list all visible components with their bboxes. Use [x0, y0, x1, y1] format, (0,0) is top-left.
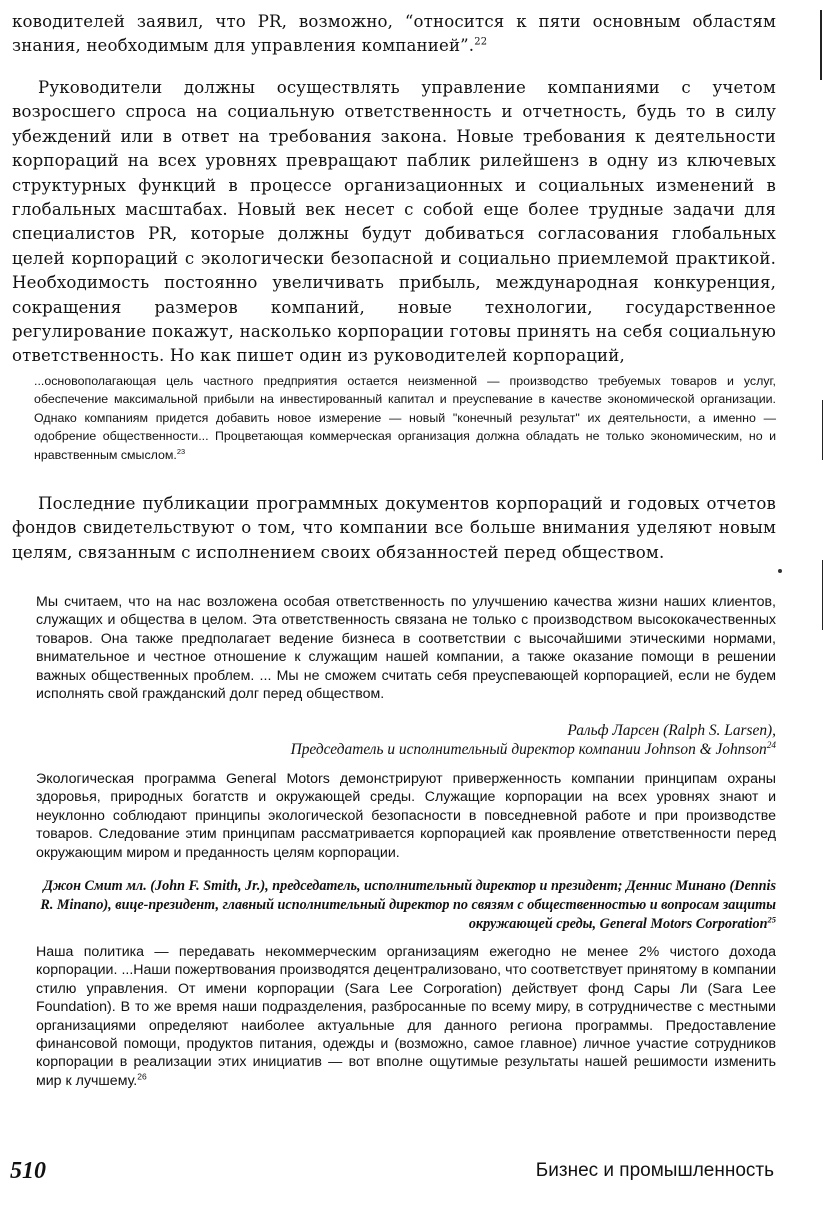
- attribution-3-text: Джон Смит мл. (John F. Smith, Jr.), председатель, исполнительный директор и президент; Деннис Минано (Dennis R. Minano), вице-президент, главный исполнительный директор по связям с общественностью и вопросам защиты окружающей среды, General Motors Corporation: [40, 878, 776, 933]
- quote-1: [34, 372, 776, 464]
- scan-edge-mark: [822, 400, 823, 460]
- scan-edge-mark: [822, 560, 823, 630]
- quote-4: [36, 943, 776, 1090]
- attribution-2-name: Ральф Ларсен (Ralph S. Larsen),: [567, 722, 776, 739]
- footnote-ref: 24: [766, 739, 776, 750]
- attribution-2-title-text: Председатель и исполнительный директор компании Johnson & Johnson: [290, 741, 767, 758]
- scan-edge-mark: [820, 10, 822, 80]
- attribution-2-title: [291, 740, 776, 759]
- paragraph-top-text: ководителей заявил, что PR, возможно, “относится к пяти основным областям знания, необходимым для управления компанией”.: [12, 12, 776, 56]
- attribution-3: [36, 877, 776, 935]
- quote-2: Мы считаем, что на нас возложена особая ответственность по улучшению качества жизни наших клиентов, служащих и общества в целом. Эта ответственность связана не только с производством высококачественных товаров. Она также предполагает ведение бизнеса в соответствии с высочайшими этическими нормами, внимательное и честное отношение к служащим нашей компании, а также оказание помощи в решении важных общественных проблем. ... Мы не сможем считать себя преуспевающей корпорацией, если не будем исполнять свой гражданский долг перед обществом.: [36, 594, 776, 703]
- quote-4-text: Наша политика — передавать некоммерческим организациям ежегодно не менее 2% чистого дохода корпорации. ...Наши пожертвования производятся децентрализовано, что соответствует принятому в компании стилю управления. От имени корпорации (Sara Lee Corporation) действует фонд Сары Ли (Sara Lee Foundation). В то же время наши подразделения, разбросанные по всему миру, в сотрудничестве с местными организациями определяют наиболее актуальные для данного региона программы. Предоставление финансовой помощи, продуктов питания, одежды и (возможно, самое главное) личное участие сотрудников корпорации в реализации этих инициатив — вот вполне ощутимые результаты нашей решимости изменить мир к лучшему.: [36, 944, 776, 1089]
- footnote-ref: 25: [767, 914, 776, 925]
- running-title: Бизнес и промышленность: [535, 1160, 774, 1181]
- paragraph-top: [12, 10, 776, 59]
- quote-1-text: ...основополагающая цель частного предприятия остается неизменной — производство требуемых товаров и услуг, обеспечение максимальной прибыли на инвестированный капитал и преуспевание в качестве экономической организации. Однако компаниям придется добавить новое измерение — новый "конечный результат" их деятельности, а именно — одобрение общественности... Процветающая коммерческая организация должна обладать не только экономическим, но и нравственным смыслом.: [34, 374, 776, 462]
- page-number: 510: [10, 1158, 46, 1184]
- paragraph-2: Последние публикации программных документов корпораций и годовых отчетов фондов свидетельствуют о том, что компании все больше внимания уделяют новым целям, связанным с исполнением своих обязанностей перед обществом.: [12, 494, 776, 562]
- footnote-ref: 22: [474, 36, 488, 48]
- scan-speck: [778, 569, 782, 573]
- paragraph-1: Руководители должны осуществлять управление компаниями с учетом возросшего спроса на социальную ответственность и отчетность, будь то в силу убеждений или в ответ на требования закона. Новые требования к деятельности корпораций на всех уровнях превращают паблик рилейшенз в одну из ключевых структурных функций в процессе организационных и социальных изменений в глобальных масштабах. Новый век несет с собой еще более трудные задачи для специалистов PR, которые должны будут добиваться согласования глобальных целей корпораций с экологически безопасной и социально приемлемой практикой. Необходимость постоянно увеличивать прибыль, международная конкуренция, сокращения размеров компаний, новые технологии, государственное регулирование покажут, насколько корпорации готовы принять на себя социальную ответственность. Но как пишет один из руководителей корпораций,: [12, 78, 776, 366]
- footnote-ref: 26: [137, 1071, 147, 1082]
- footnote-ref: 23: [176, 446, 186, 456]
- quote-3: Экологическая программа General Motors демонстрируют приверженность компании принципам охраны здоровья, природных богатств и окружающей среды. Служащие корпорации на всех уровнях знают и неуклонно соблюдают принципы экологической безопасности в повседневной работе и при производстве товаров. Следование этим принципам рассматривается корпорацией как проявление ответственности перед окружающим миром и преданность целям корпорации.: [36, 771, 776, 861]
